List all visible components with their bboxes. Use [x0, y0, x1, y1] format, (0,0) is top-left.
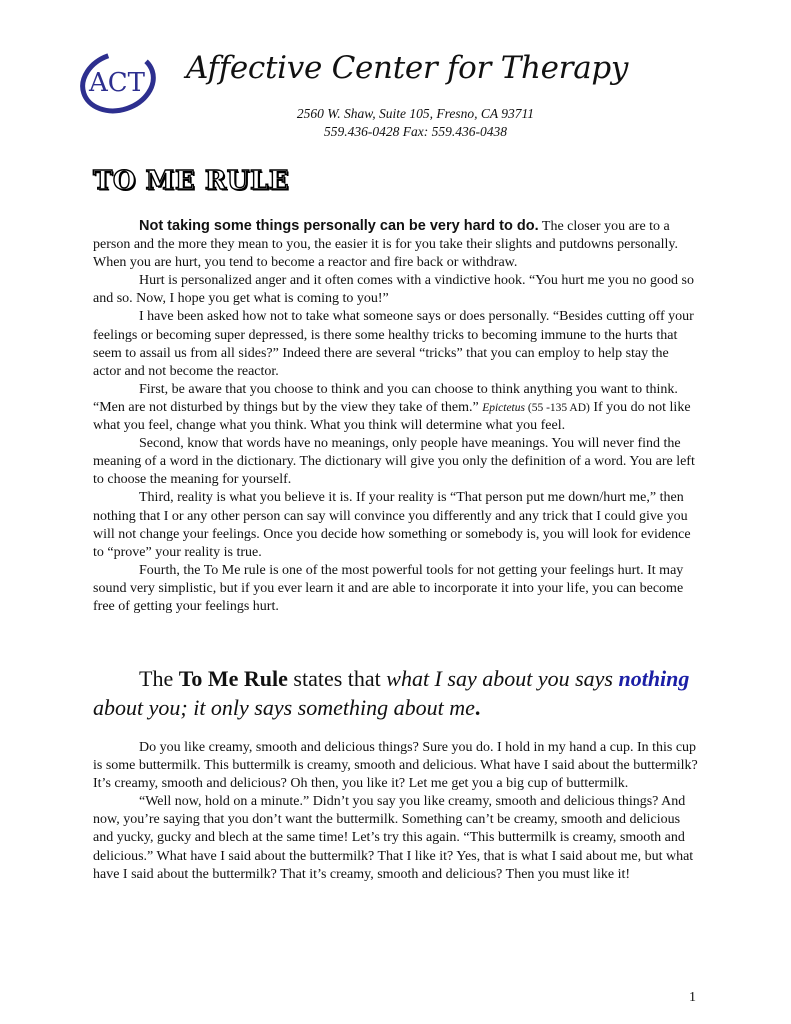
- paragraph-4: [93, 381, 699, 435]
- paragraph-5: Second, know that words have no meanings, only people have meanings. You will never find the meaning of a word in the dictionary. The dictionary will give you only the definition of a word. You are left to choose the meaning for yourself.: [93, 436, 695, 488]
- logo-text: ACT: [89, 68, 146, 98]
- document-title: TO ME RULE: [93, 166, 290, 196]
- intro-lead: Not taking some things personally can be very hard to do.: [139, 218, 539, 234]
- org-name: Affective Center for Therapy: [186, 50, 629, 86]
- org-phone: 559.436-0428 Fax: 559.436-0438: [324, 124, 507, 139]
- citation-years: (55 -135 AD): [524, 401, 590, 414]
- paragraph-8: Do you like creamy, smooth and delicious things? Sure you do. I hold in my hand a cup. In this cup is some buttermilk. This buttermilk is creamy, smooth and delicious. What have I said about the buttermilk? It’s creamy, smooth and delicious? Oh then, you like it? Let me get you a big cup of buttermilk.: [93, 740, 698, 792]
- rule-emphasis: nothing: [618, 666, 690, 691]
- paragraph-7: Fourth, the To Me rule is one of the most powerful tools for not getting your feelings hurt. It may sound very simplistic, but if you ever learn it and are able to incorporate it into your life, you can become free of getting your feelings hurt.: [93, 562, 684, 614]
- citation-name: Epictetus: [482, 401, 525, 414]
- rule-statement: [93, 664, 699, 722]
- paragraph-intro: [93, 217, 699, 272]
- body-section-1: [93, 217, 699, 616]
- p4-after: If you do not like what you feel, change what you think. What you think will determine what you feel.: [93, 399, 691, 434]
- page-number: 1: [689, 990, 696, 1005]
- paragraph-2: Hurt is personalized anger and it often comes with a vindictive hook. “You hurt me you no good so and so. Now, I hope you get what is coming to you!”: [93, 273, 694, 307]
- paragraph-9: “Well now, hold on a minute.” Didn’t you say you like creamy, smooth and delicious things? And now, you’re saying that you don’t want the buttermilk. Something can’t be creamy, smooth and delicious and yucky, gucky and blech at the same time! Let’s try this again. “This buttermilk is creamy, smooth and delicious.” What have I said about the buttermilk? That I like it? Yes, that is what I said about me, but what have I said about the buttermilk? That it’s creamy, smooth and delicious? Then you must like it!: [93, 794, 694, 882]
- rule-name: To Me Rule: [178, 666, 288, 691]
- rule-end: .: [474, 695, 481, 720]
- org-address: 2560 W. Shaw, Suite 105, Fresno, CA 93711: [296, 106, 535, 121]
- rule-mid: states that: [287, 666, 387, 691]
- rule-pre: The: [139, 666, 179, 691]
- rule-italic-2: about you; it only says something about me: [93, 695, 475, 720]
- p4-before: First, be aware that you choose to think and you can choose to think anything you want to think. “Men are not disturbed by things but by the view they take of them.”: [93, 381, 678, 415]
- rule-italic-1: what I say about you says: [386, 666, 619, 691]
- body-section-2: [93, 739, 699, 884]
- intro-rest: The closer you are to a person and the more they mean to you, the easier it is for you take their slights and putdowns personally. When you are hurt, you tend to become a reactor and fire back or withdraw.: [93, 219, 679, 271]
- paragraph-3: I have been asked how not to take what someone says or does personally. “Besides cutting off your feelings or becoming super depressed, is there some healthy tricks to becoming immune to the hurts that seem to assail us from all sides?” Indeed there are several “tricks” that you can employ to help stay the actor and not become the reactor.: [93, 309, 694, 379]
- paragraph-6: Third, reality is what you believe it is. If your reality is “That person put me down/hurt me,” then nothing that I or any other person can say will convince you differently and any trick that I could give you will not change your feelings. Once you decide how something or somebody is, you will look for evidence to “prove” your reality is true.: [93, 490, 691, 560]
